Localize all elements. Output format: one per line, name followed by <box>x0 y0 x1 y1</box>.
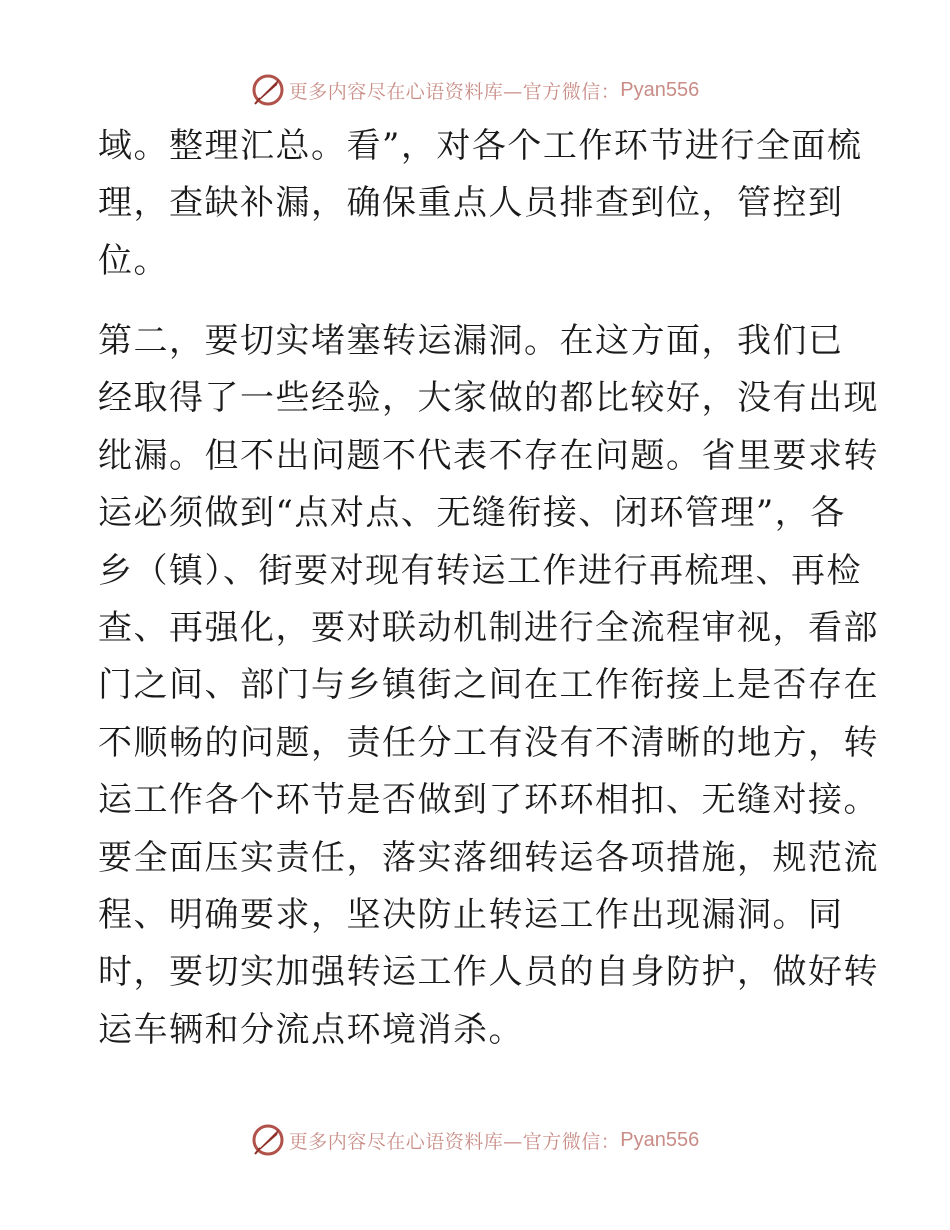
text-line: 要全面压实责任，落实落细转运各项措施，规范流 <box>98 837 879 878</box>
text-line: 运必须做到“点对点、无缝衔接、闭环管理”，各 <box>98 493 846 534</box>
watermark-wechat-id: Pyan556 <box>620 1128 700 1151</box>
text-line: 经取得了一些经验，大家做的都比较好，没有出现 <box>98 378 879 419</box>
text-line: 第二，要切实堵塞转运漏洞。在这方面，我们已 <box>98 321 844 361</box>
text-line: 不顺畅的问题，责任分工有没有不清晰的地方，转 <box>98 722 879 763</box>
text-line: 运车辆和分流点环境消杀。 <box>98 1009 524 1050</box>
text-line: 程、明确要求，坚决防止转运工作出现漏洞。同 <box>98 895 844 936</box>
watermark-text: 更多内容尽在心语资料库—官方微信： <box>288 1130 621 1153</box>
text-line: 时，要切实加强转运工作人员的自身防护，做好转 <box>98 952 879 993</box>
watermark-text: 更多内容尽在心语资料库—官方微信： <box>288 80 621 103</box>
header-watermark <box>0 70 950 110</box>
text-line: 门之间、部门与乡镇街之间在工作衔接上是否存在 <box>98 665 879 706</box>
quill-pen-circle-icon <box>251 1123 285 1157</box>
paragraph-1 <box>98 118 863 290</box>
text-line: 域。整理汇总。看”，对各个工作环节进行全面梳 <box>98 126 863 166</box>
watermark-wechat-id: Pyan556 <box>620 78 700 101</box>
text-line: 纰漏。但不出问题不代表不存在问题。省里要求转 <box>98 435 879 476</box>
footer-watermark <box>0 1120 950 1160</box>
text-line: 位。 <box>98 240 169 281</box>
text-line: 乡（镇）、街要对现有转运工作进行再梳理、再检 <box>98 550 862 591</box>
text-line: 运工作各个环节是否做到了环环相扣、无缝对接。 <box>98 780 879 821</box>
quill-pen-circle-icon <box>251 73 285 107</box>
paragraph-2 <box>98 313 879 1059</box>
text-line: 理，查缺补漏，确保重点人员排查到位，管控到 <box>98 183 844 224</box>
text-line: 查、再强化，要对联动机制进行全流程审视，看部 <box>98 608 879 649</box>
